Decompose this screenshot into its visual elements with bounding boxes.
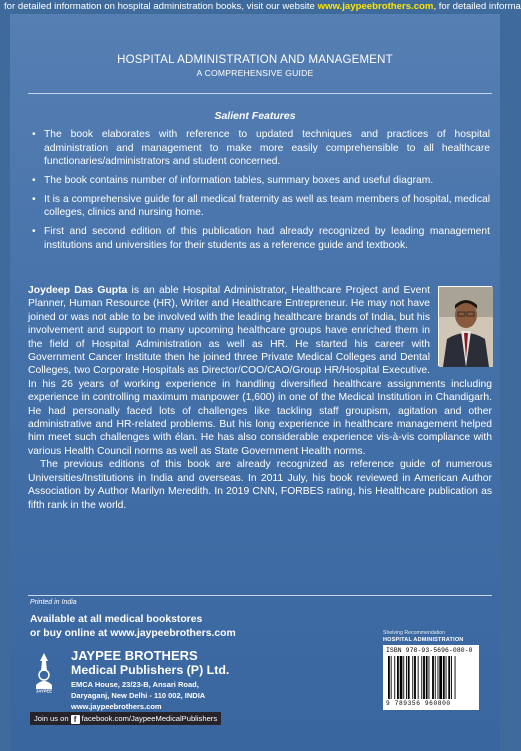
- facebook-url[interactable]: facebook.com/JaypeeMedicalPublishers: [81, 714, 218, 723]
- isbn-text: ISBN 978-93-5696-080-0: [386, 647, 473, 654]
- top-strip-prefix: for detailed information on hospital administration books, visit our website: [4, 1, 318, 12]
- book-subtitle: A COMPREHENSIVE GUIDE: [196, 68, 314, 78]
- bio-paragraph-1: is an able Hospital Administrator, Healthcare Project and Event Planner, Human Resource (HR), Writer and Healthcare Entrepreneur. He may not have joined or was not able to be involved with the leading healthcare brands of India, but his involvement and support to many upcoming healthcare groups have enriched them in the field of Hospital Administration as well as HR. He started his career with Government Cancer Institute then he joined three Private Medical Colleges and Dental Colleges, two Corporate Hospitals as Director/COO/CAO/Group HR/Hospital Executive. In his 26 years of working experience in handling diversified healthcare assignments including experience in controlling maximum manpower (1,600) in one of the Medical Institution in Chandigarh. He had personally faced lots of challenges like tackling staff groupism, agitation and other administrative and HR-related problems. But his long experience in healthcare management helped him meet such challenges with élan. He has also considerable experience vis-à-vis compliance with various Health Council norms as well as State Government Health norms.: [28, 285, 492, 457]
- author-bio: [28, 284, 492, 512]
- title-divider: [28, 93, 492, 94]
- publisher-name-secondary: Medical Publishers (P) Ltd.: [71, 663, 230, 677]
- author-name: Joydeep Das Gupta: [28, 285, 128, 296]
- bio-paragraph-2: The previous editions of this book are already recognized as reference guide of numerous Universities/Institutions in India and overseas. In 2011 July, his book reviewed in American Author Association by Author Marilyn Meredith. In 2019 CNN, FORBES rating, his Healthcare publication as fifth rank in the world.: [28, 459, 492, 511]
- availability-text: [30, 613, 236, 640]
- shelving-label: Shelving Recommendation: [383, 630, 445, 636]
- footer-divider: [28, 595, 492, 596]
- top-strip-suffix: , for detailed informa: [433, 1, 521, 12]
- top-strip-website-link[interactable]: www.jaypeebrothers.com: [317, 1, 434, 12]
- barcode-box: [383, 645, 479, 710]
- facebook-prefix: Join us on: [34, 714, 69, 723]
- shelving-value: HOSPITAL ADMINISTRATION: [383, 637, 464, 643]
- publisher-name: JAYPEE BROTHERS: [71, 648, 198, 663]
- address-line-1: EMCA House, 23/23-B, Ansari Road,: [71, 680, 199, 689]
- facebook-icon: f: [71, 715, 80, 724]
- facebook-bar[interactable]: [30, 712, 221, 725]
- logo-text: JAYPEE: [35, 688, 53, 694]
- feature-item: • First and second edition of this publication had already recognized by leading management institutions and universities for their students as a reference guide and textbook.: [32, 225, 490, 252]
- salient-features-heading: Salient Features: [214, 110, 296, 122]
- availability-line-2[interactable]: or buy online at www.jaypeebrothers.com: [30, 627, 236, 639]
- printed-in-label: Printed in India: [30, 599, 77, 606]
- top-info-strip: [0, 0, 521, 14]
- barcode-icon: [387, 656, 475, 699]
- feature-item: • It is a comprehensive guide for all medical fraternity as well as team members of hospital, medical colleges, clinics and nursing home.: [32, 193, 490, 220]
- publisher-website[interactable]: www.jaypeebrothers.com: [71, 702, 162, 711]
- publisher-address: [71, 679, 205, 712]
- salient-features-list: [32, 128, 490, 258]
- feature-item: • The book elaborates with reference to updated techniques and practices of hospital administration and management to make more easily comprehensible to all healthcare functionaries/administrators and student concerned.: [32, 128, 490, 169]
- jaypee-logo-icon: [30, 651, 58, 693]
- book-title: HOSPITAL ADMINISTRATION AND MANAGEMENT: [117, 54, 393, 66]
- address-line-2: Daryaganj, New Delhi - 110 002, INDIA: [71, 691, 206, 700]
- author-photo: [438, 286, 492, 366]
- availability-line-1: Available at all medical bookstores: [30, 614, 203, 625]
- barcode-digits: 9 789356 960800: [386, 700, 451, 707]
- feature-item: • The book contains number of information tables, summary boxes and useful diagram.: [32, 174, 490, 188]
